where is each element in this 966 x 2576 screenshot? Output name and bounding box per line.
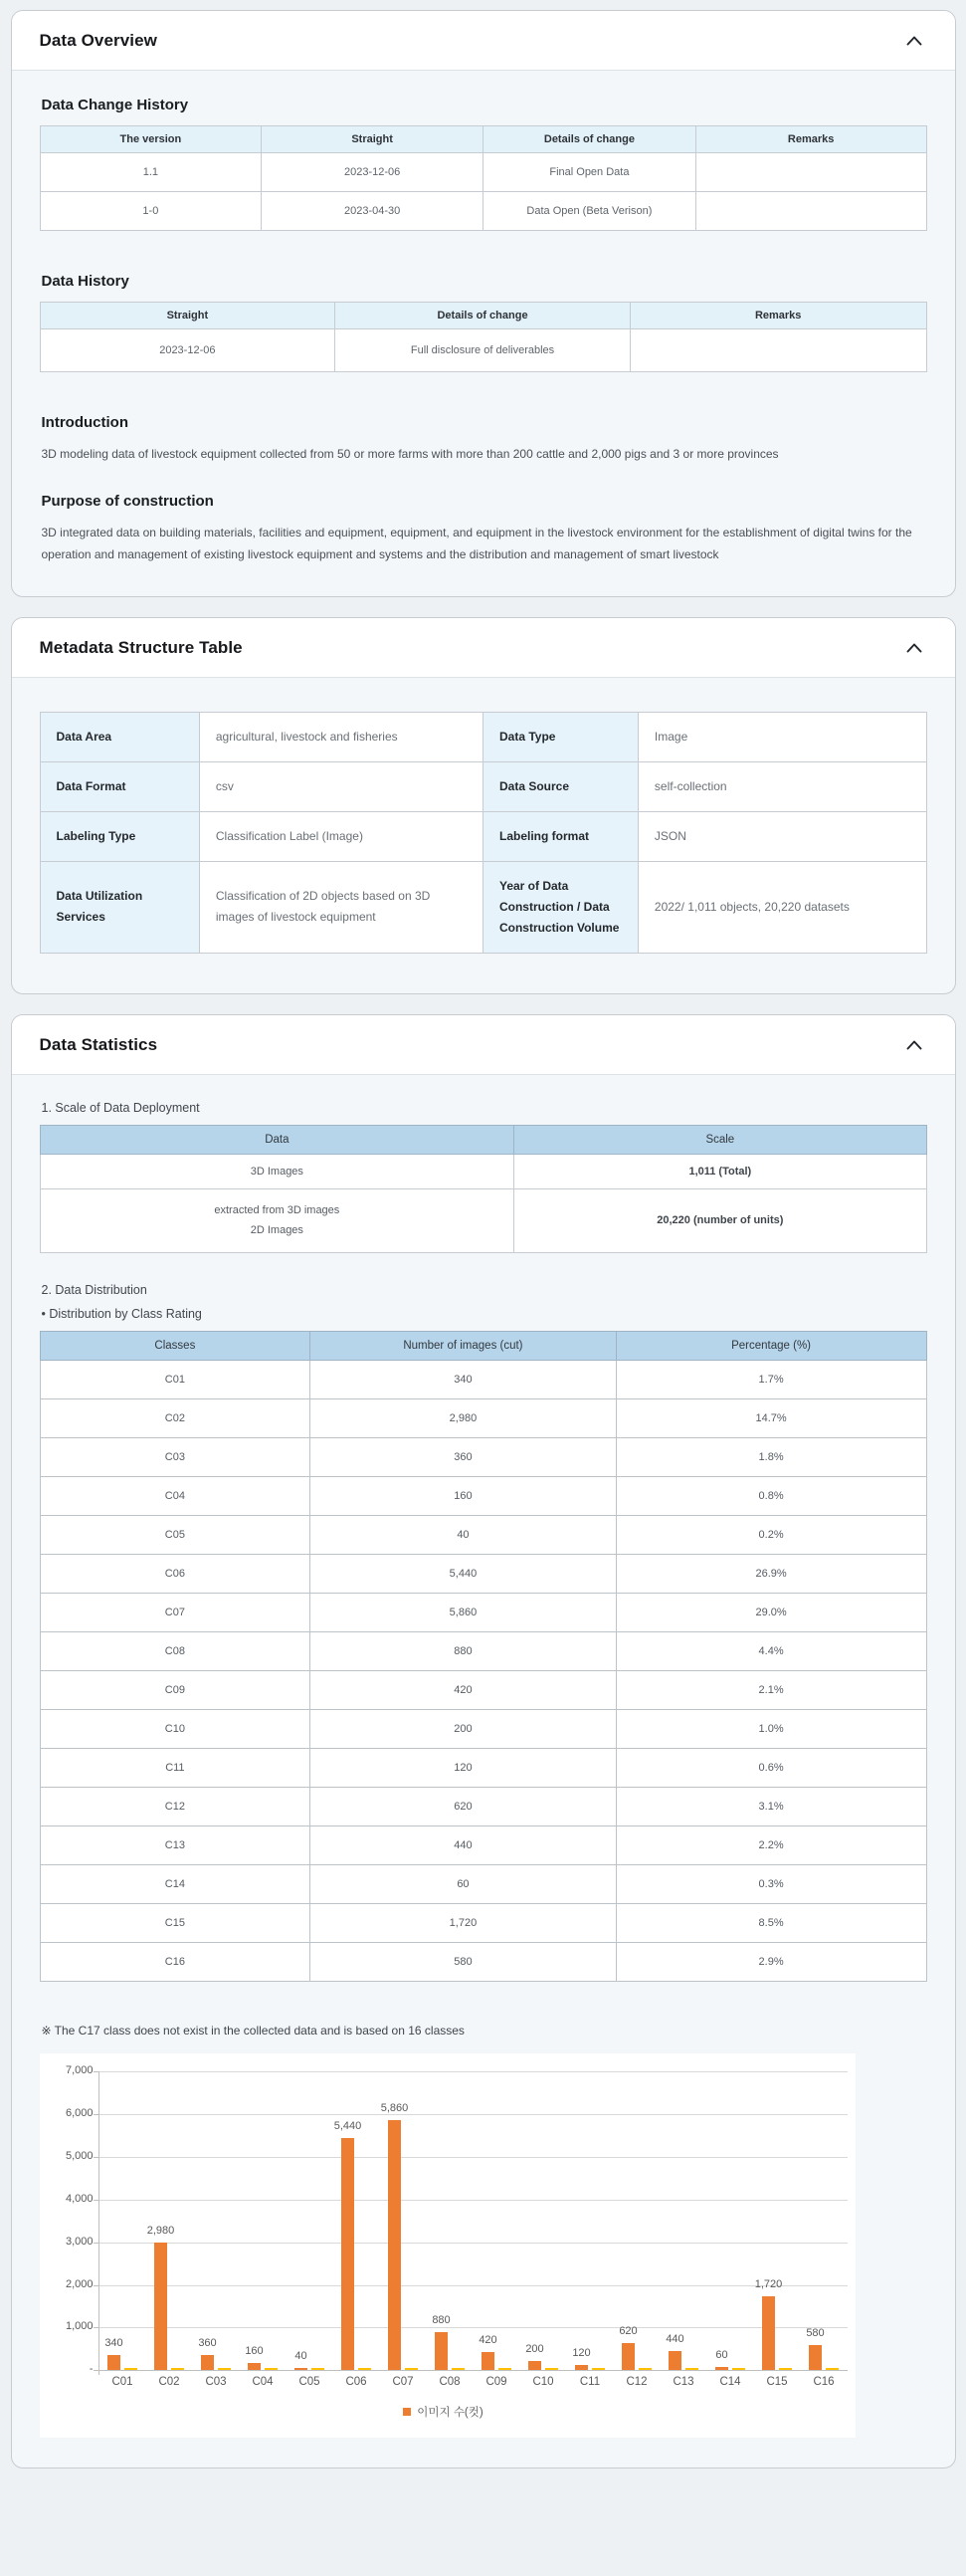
table-cell: C07	[40, 1594, 310, 1632]
table-cell: 1.7%	[616, 1361, 926, 1399]
table-cell: Full disclosure of deliverables	[335, 329, 631, 372]
bar-secondary-c11	[592, 2368, 605, 2370]
table-cell: 0.8%	[616, 1477, 926, 1516]
x-axis-label: C14	[719, 2376, 741, 2389]
table-cell: 5,860	[310, 1594, 616, 1632]
bar-c14	[715, 2367, 728, 2370]
y-axis-label: 4,000	[65, 2192, 94, 2205]
x-axis-label: C11	[579, 2376, 601, 2389]
bar-secondary-c16	[826, 2368, 839, 2370]
table-cell: C16	[40, 1943, 310, 1982]
table-cell: C01	[40, 1361, 310, 1399]
table-cell: 1.1	[40, 153, 262, 192]
table-cell	[695, 153, 926, 192]
table-cell: 0.3%	[616, 1865, 926, 1904]
bar-c11	[575, 2365, 588, 2370]
column-header: The version	[40, 126, 262, 153]
column-header: Scale	[514, 1125, 926, 1154]
bar-value-label: 5,860	[380, 2102, 409, 2115]
table-row	[40, 1904, 926, 1943]
legend-swatch	[403, 2408, 411, 2416]
bar-secondary-c08	[452, 2368, 465, 2370]
gridline	[99, 2071, 848, 2072]
table-cell: C10	[40, 1710, 310, 1749]
meta-value: Classification Label (Image)	[199, 811, 483, 861]
x-axis-label: C01	[111, 2376, 133, 2389]
gridline	[99, 2157, 848, 2158]
gridline	[99, 2243, 848, 2244]
distribution-heading: 2. Data Distribution	[41, 1283, 147, 1298]
table-row	[40, 761, 926, 811]
table-row	[40, 1865, 926, 1904]
table-cell: 880	[310, 1632, 616, 1671]
table-cell: 20,220 (number of units)	[514, 1188, 926, 1253]
table-row	[40, 1438, 926, 1477]
bar-value-label: 40	[294, 2350, 307, 2363]
meta-value: self-collection	[638, 761, 926, 811]
metadata-header[interactable]	[12, 618, 955, 678]
table-cell: 1.0%	[616, 1710, 926, 1749]
table-cell: 2023-12-06	[40, 329, 335, 372]
column-header: Straight	[262, 126, 483, 153]
table-header-row	[40, 1332, 926, 1361]
y-axis-label: 5,000	[65, 2150, 94, 2163]
table-cell: 1,720	[310, 1904, 616, 1943]
section-card-metadata	[11, 617, 956, 994]
statistics-body	[12, 1075, 955, 2469]
table-header-row	[40, 1125, 926, 1154]
table-cell: 200	[310, 1710, 616, 1749]
meta-label: Data Format	[40, 761, 199, 811]
bar-secondary-c06	[358, 2368, 371, 2370]
meta-value: Classification of 2D objects based on 3D images of livestock equipment	[199, 861, 483, 953]
c17-footnote: ※ The C17 class does not exist in the collected data and is based on 16 classes	[41, 2024, 465, 2039]
bar-c01	[107, 2355, 120, 2370]
table-row	[40, 1399, 926, 1438]
meta-label: Data Area	[40, 712, 199, 761]
bar-c09	[482, 2352, 494, 2370]
table-cell	[630, 329, 926, 372]
bar-value-label: 620	[619, 2325, 638, 2338]
legend-label: 이미지 수(컷)	[417, 2407, 483, 2420]
table-row	[40, 1154, 926, 1188]
bar-value-label: 160	[245, 2345, 264, 2358]
bar-chart	[40, 2053, 856, 2438]
table-cell	[695, 192, 926, 231]
table-header-row	[40, 303, 926, 329]
table-cell: C12	[40, 1788, 310, 1826]
table-cell	[40, 1188, 514, 1253]
bar-value-label: 360	[198, 2337, 217, 2350]
y-axis-line	[98, 2071, 99, 2375]
meta-label: Labeling format	[483, 811, 638, 861]
bar-value-label: 5,440	[333, 2120, 362, 2133]
scale-table	[40, 1125, 927, 1254]
introduction-heading: Introduction	[41, 414, 128, 431]
section-title: Data Overview	[39, 31, 157, 50]
meta-label: Data Source	[483, 761, 638, 811]
cell-line: extracted from 3D images	[214, 1203, 340, 1216]
table-row	[40, 1710, 926, 1749]
table-row	[40, 1594, 926, 1632]
x-axis-label: C03	[205, 2376, 227, 2389]
table-row	[40, 1516, 926, 1555]
x-axis-line	[99, 2370, 848, 2371]
bar-value-label: 1,720	[754, 2278, 783, 2291]
section-title: Data Statistics	[39, 1034, 158, 1054]
table-cell: 0.6%	[616, 1749, 926, 1788]
x-axis-label: C06	[345, 2376, 367, 2389]
table-row	[40, 153, 926, 192]
table-row	[40, 1555, 926, 1594]
table-cell: 440	[310, 1826, 616, 1865]
meta-value: 2022/ 1,011 objects, 20,220 datasets	[638, 861, 926, 953]
table-cell: C11	[40, 1749, 310, 1788]
bar-value-label: 200	[525, 2343, 544, 2356]
table-header-row	[40, 126, 926, 153]
table-row	[40, 1632, 926, 1671]
chevron-up-icon[interactable]	[903, 30, 925, 52]
table-cell: 120	[310, 1749, 616, 1788]
table-cell: 1.8%	[616, 1438, 926, 1477]
table-cell: C06	[40, 1555, 310, 1594]
bar-c10	[528, 2361, 541, 2370]
table-row	[40, 1788, 926, 1826]
x-axis-label: C07	[392, 2376, 414, 2389]
table-cell: 160	[310, 1477, 616, 1516]
table-cell: C13	[40, 1826, 310, 1865]
x-axis-label: C16	[813, 2376, 835, 2389]
table-cell: 40	[310, 1516, 616, 1555]
bar-c15	[762, 2296, 775, 2370]
table-cell: 1-0	[40, 192, 262, 231]
table-cell: 0.2%	[616, 1516, 926, 1555]
y-axis-label: 6,000	[65, 2107, 94, 2120]
table-row	[40, 1749, 926, 1788]
x-axis-label: C02	[158, 2376, 180, 2389]
bar-secondary-c07	[405, 2368, 418, 2370]
table-cell: Final Open Data	[483, 153, 696, 192]
table-cell: 340	[310, 1361, 616, 1399]
scale-heading: 1. Scale of Data Deployment	[41, 1100, 200, 1115]
bar-secondary-c03	[218, 2368, 231, 2370]
bar-secondary-c02	[171, 2368, 184, 2370]
bar-secondary-c10	[545, 2368, 558, 2370]
column-header: Details of change	[335, 303, 631, 329]
table-row	[40, 712, 926, 761]
bar-c12	[622, 2343, 635, 2370]
table-row	[40, 1477, 926, 1516]
bar-secondary-c01	[124, 2368, 137, 2370]
bar-secondary-c14	[732, 2368, 745, 2370]
statistics-header[interactable]	[12, 1015, 955, 1075]
table-cell: 2.9%	[616, 1943, 926, 1982]
bar-secondary-c13	[685, 2368, 698, 2370]
table-cell: C08	[40, 1632, 310, 1671]
table-cell: 620	[310, 1788, 616, 1826]
table-cell: 580	[310, 1943, 616, 1982]
bar-secondary-c04	[265, 2368, 278, 2370]
table-cell: 26.9%	[616, 1555, 926, 1594]
table-cell: 360	[310, 1438, 616, 1477]
column-header: Classes	[40, 1332, 310, 1361]
table-row	[40, 1826, 926, 1865]
bar-value-label: 340	[104, 2337, 123, 2350]
table-cell: 29.0%	[616, 1594, 926, 1632]
section-title: Metadata Structure Table	[39, 637, 243, 657]
meta-label: Data Type	[483, 712, 638, 761]
x-axis-label: C08	[439, 2376, 461, 2389]
table-cell: C05	[40, 1516, 310, 1555]
purpose-text: 3D integrated data on building materials, facilities and equipment, equipment, and equipment in the livestock environment for the establishment of digital twins for the operation and management of existing livestock equipment and systems and the distribution and management of smart livestock	[41, 526, 912, 562]
meta-label: Year of Data Construction / Data Construction Volume	[483, 861, 638, 953]
bar-c07	[388, 2120, 401, 2370]
table-row	[40, 1188, 926, 1253]
metadata-body	[12, 678, 955, 993]
bar-value-label: 60	[715, 2349, 728, 2362]
table-cell: 14.7%	[616, 1399, 926, 1438]
bar-c05	[294, 2368, 307, 2370]
data-overview-header[interactable]	[12, 11, 955, 71]
meta-value: JSON	[638, 811, 926, 861]
table-cell: 2.2%	[616, 1826, 926, 1865]
column-header: Number of images (cut)	[310, 1332, 616, 1361]
gridline	[99, 2327, 848, 2328]
x-axis-label: C10	[532, 2376, 554, 2389]
table-row	[40, 861, 926, 953]
table-row	[40, 329, 926, 372]
bar-secondary-c05	[311, 2368, 324, 2370]
gridline	[99, 2200, 848, 2201]
chart-legend	[40, 2404, 848, 2420]
data-history-table	[40, 302, 927, 372]
bar-secondary-c12	[639, 2368, 652, 2370]
table-cell: C02	[40, 1399, 310, 1438]
x-axis-label: C12	[626, 2376, 648, 2389]
table-cell: 5,440	[310, 1555, 616, 1594]
y-axis-label: 2,000	[65, 2277, 94, 2290]
bar-value-label: 120	[572, 2347, 591, 2360]
class-distribution-table	[40, 1331, 927, 1982]
table-cell: 3.1%	[616, 1788, 926, 1826]
cell-line: 2D Images	[250, 1224, 303, 1237]
meta-label: Data Utilization Services	[40, 861, 199, 953]
bar-c06	[341, 2138, 354, 2370]
bar-c02	[154, 2243, 167, 2370]
introduction-text: 3D modeling data of livestock equipment collected from 50 or more farms with more than 200 cattle and 2,000 pigs and 3 or more provinces	[41, 447, 779, 461]
table-cell: 1,011 (Total)	[514, 1154, 926, 1188]
bar-value-label: 420	[479, 2334, 497, 2347]
metadata-table	[40, 712, 927, 954]
chevron-up-icon[interactable]	[903, 637, 925, 659]
table-row	[40, 811, 926, 861]
bar-value-label: 880	[432, 2314, 451, 2327]
table-row	[40, 192, 926, 231]
bar-value-label: 2,980	[146, 2225, 175, 2238]
meta-value: csv	[199, 761, 483, 811]
bar-secondary-c09	[498, 2368, 511, 2370]
table-cell: 8.5%	[616, 1904, 926, 1943]
column-header: Percentage (%)	[616, 1332, 926, 1361]
gridline	[99, 2114, 848, 2115]
table-cell: 2.1%	[616, 1671, 926, 1710]
meta-value: Image	[638, 712, 926, 761]
data-history-heading: Data History	[41, 273, 129, 290]
bar-c13	[669, 2351, 681, 2370]
table-cell: 2023-04-30	[262, 192, 483, 231]
chevron-up-icon[interactable]	[903, 1034, 925, 1056]
y-axis-label: -	[89, 2363, 94, 2376]
x-axis-label: C13	[673, 2376, 694, 2389]
bar-value-label: 580	[806, 2327, 825, 2340]
bar-c16	[809, 2345, 822, 2370]
bar-c08	[435, 2332, 448, 2370]
bar-secondary-c15	[779, 2368, 792, 2370]
table-row	[40, 1361, 926, 1399]
table-cell: 2023-12-06	[262, 153, 483, 192]
x-axis-label: C05	[298, 2376, 320, 2389]
table-cell: 3D Images	[40, 1154, 514, 1188]
column-header: Data	[40, 1125, 514, 1154]
table-row	[40, 1671, 926, 1710]
table-cell: C14	[40, 1865, 310, 1904]
bar-c03	[201, 2355, 214, 2370]
x-axis-label: C04	[252, 2376, 274, 2389]
gridline	[99, 2285, 848, 2286]
table-cell: 60	[310, 1865, 616, 1904]
y-axis-label: 1,000	[65, 2320, 94, 2333]
column-header: Details of change	[483, 126, 696, 153]
table-cell: 4.4%	[616, 1632, 926, 1671]
chart-plot-area	[65, 2064, 848, 2389]
table-cell: C04	[40, 1477, 310, 1516]
table-cell: C15	[40, 1904, 310, 1943]
change-history-table	[40, 125, 927, 231]
y-axis-label: 3,000	[65, 2235, 94, 2248]
table-cell: Data Open (Beta Verison)	[483, 192, 696, 231]
table-row	[40, 1943, 926, 1982]
change-history-heading: Data Change History	[41, 97, 189, 113]
x-axis-label: C15	[766, 2376, 788, 2389]
x-axis-label: C09	[485, 2376, 507, 2389]
section-card-statistics	[11, 1014, 956, 2469]
table-cell: 2,980	[310, 1399, 616, 1438]
table-cell: C09	[40, 1671, 310, 1710]
distribution-subheading: • Distribution by Class Rating	[41, 1307, 202, 1322]
purpose-heading: Purpose of construction	[41, 493, 214, 511]
column-header: Remarks	[695, 126, 926, 153]
data-overview-body	[12, 71, 955, 596]
table-cell: 420	[310, 1671, 616, 1710]
section-card-data-overview	[11, 10, 956, 597]
y-axis-label: 7,000	[65, 2064, 94, 2077]
bar-value-label: 440	[666, 2333, 684, 2346]
meta-label: Labeling Type	[40, 811, 199, 861]
table-cell: C03	[40, 1438, 310, 1477]
bar-c04	[248, 2363, 261, 2370]
column-header: Straight	[40, 303, 335, 329]
meta-value: agricultural, livestock and fisheries	[199, 712, 483, 761]
column-header: Remarks	[630, 303, 926, 329]
